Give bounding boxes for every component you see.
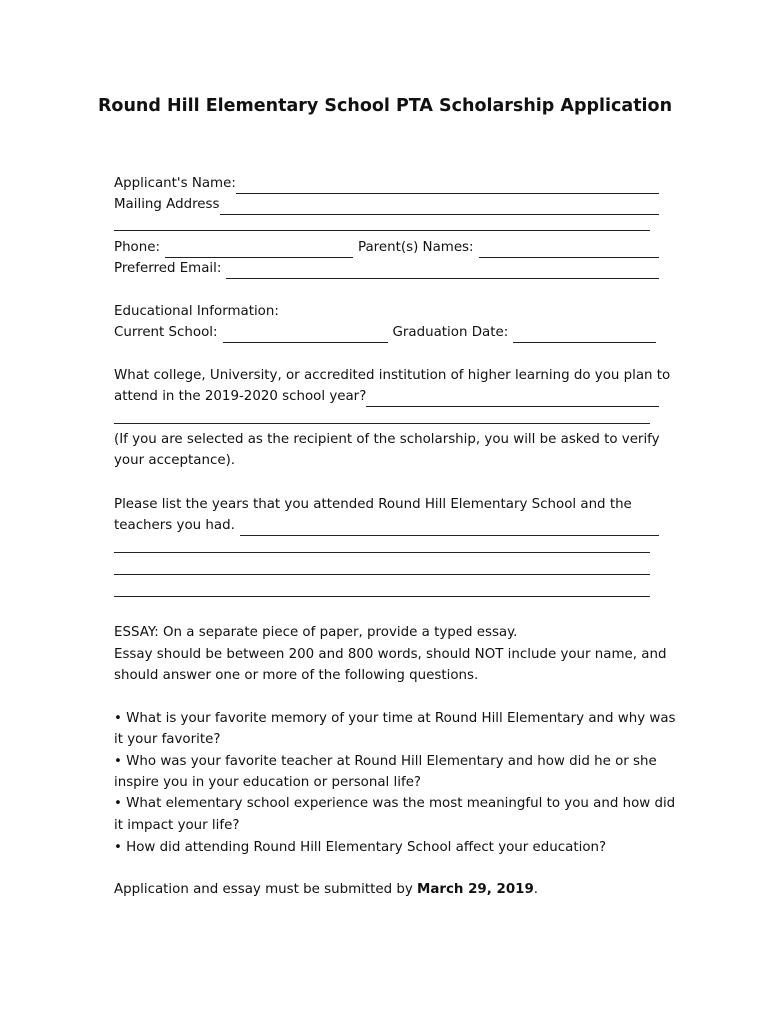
college-question-line1: What college, University, or accredited institution of higher learning do you plan to — [114, 368, 671, 383]
years-line4-row — [114, 582, 659, 597]
years-field[interactable] — [240, 521, 659, 536]
current-school-label: Current School: — [114, 325, 218, 340]
deadline-line — [114, 880, 659, 900]
years-question-row — [114, 516, 659, 536]
years-line3-row — [114, 560, 659, 575]
years-line2-row — [114, 538, 659, 553]
applicant-name-row — [114, 174, 659, 194]
deadline-period: . — [533, 882, 539, 897]
deadline-text: Application and essay must be submitted by — [114, 882, 418, 897]
email-row — [114, 259, 659, 279]
deadline-date: March 29, 2019 — [417, 882, 534, 897]
mailing-address-label: Mailing Address — [114, 197, 220, 212]
email-field[interactable] — [226, 264, 659, 279]
graduation-date-label: Graduation Date: — [392, 325, 509, 340]
parents-field[interactable] — [479, 243, 659, 258]
mailing-address-field[interactable] — [220, 200, 660, 215]
college-question-line2: attend in the 2019-2020 school year? — [114, 389, 367, 404]
years-field-line3[interactable] — [114, 560, 650, 575]
college-note-line2: your acceptance). — [114, 453, 236, 468]
essay-line2: Essay should be between 200 and 800 words, should NOT include your name, and — [114, 647, 667, 662]
graduation-date-field[interactable] — [513, 328, 656, 343]
essay-question-3a: • What elementary school experience was the most meaningful to you and how did — [114, 796, 676, 811]
years-question-line1: Please list the years that you attended Round Hill Elementary School and the — [114, 497, 632, 512]
essay-question-1a: • What is your favorite memory of your time at Round Hill Elementary and why was — [114, 711, 676, 726]
college-field[interactable] — [366, 392, 659, 407]
essay-question-4: • How did attending Round Hill Elementary School affect your education? — [114, 840, 607, 855]
phone-parents-row — [114, 238, 659, 258]
applicant-name-field[interactable] — [236, 179, 659, 194]
college-question-row — [114, 387, 659, 407]
essay-question-3b: it impact your life? — [114, 818, 240, 833]
page-title: Round Hill Elementary School PTA Scholarship Application — [97, 96, 673, 116]
phone-label: Phone: — [114, 240, 160, 255]
essay-question-1b: it your favorite? — [114, 732, 221, 747]
mailing-address-row — [114, 195, 659, 215]
essay-line3: should answer one or more of the following questions. — [114, 668, 479, 683]
years-question-line2: teachers you had. — [114, 518, 235, 533]
college-field-line2[interactable] — [114, 409, 650, 424]
current-school-field[interactable] — [223, 328, 388, 343]
years-field-line4[interactable] — [114, 582, 650, 597]
mailing-address-line2-row — [114, 216, 659, 231]
applicant-name-label: Applicant's Name: — [114, 176, 236, 191]
mailing-address-line2-field[interactable] — [114, 216, 650, 231]
college-line2-row — [114, 409, 659, 424]
essay-question-2a: • Who was your favorite teacher at Round Hill Elementary and how did he or she — [114, 754, 657, 769]
years-field-line2[interactable] — [114, 538, 650, 553]
phone-field[interactable] — [165, 243, 353, 258]
parents-label: Parent(s) Names: — [358, 240, 474, 255]
essay-line1: ESSAY: On a separate piece of paper, provide a typed essay. — [114, 625, 518, 640]
email-label: Preferred Email: — [114, 261, 222, 276]
education-heading: Educational Information: — [114, 304, 279, 319]
school-graduation-row — [114, 323, 659, 343]
essay-question-2b: inspire you in your education or personal life? — [114, 775, 422, 790]
college-note-line1: (If you are selected as the recipient of the scholarship, you will be asked to verify — [114, 432, 660, 447]
